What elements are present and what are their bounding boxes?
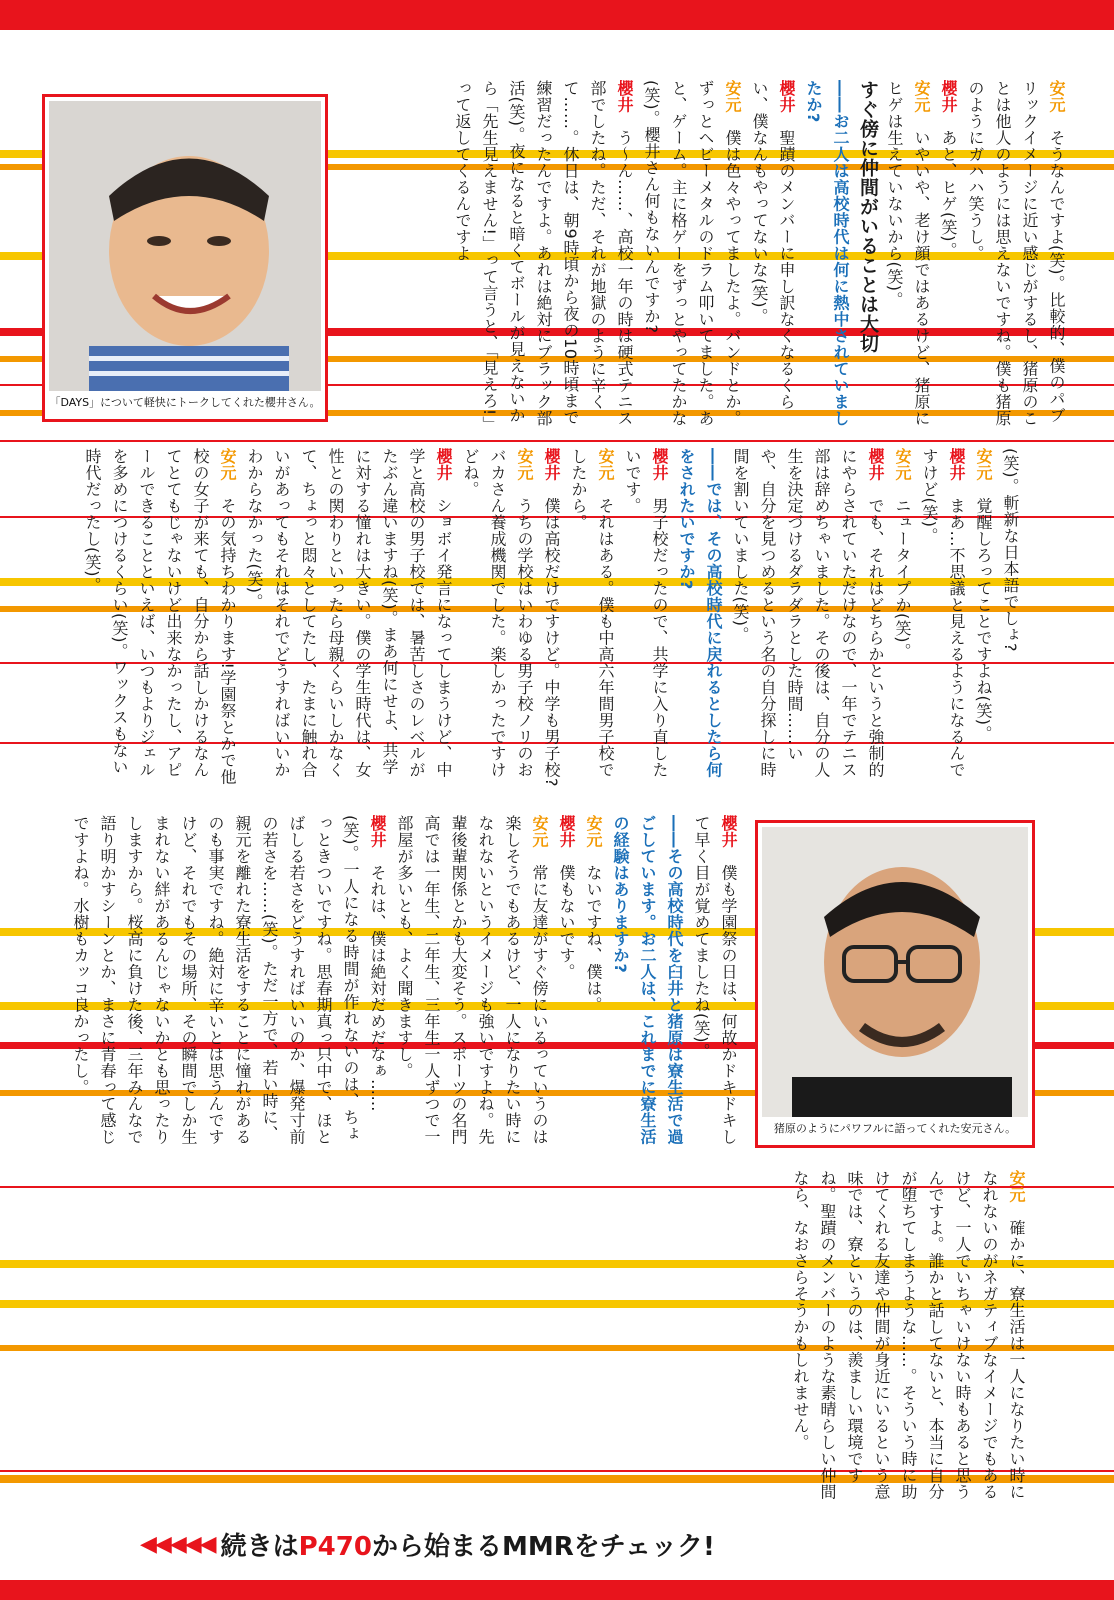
speaker-label: 櫻井 <box>615 80 634 113</box>
bottom-red-band <box>0 1580 1114 1600</box>
text-line <box>580 815 607 1145</box>
dialogue-text: うちの学校はいわゆる男子校ノリのおバカさん養成機関でした。楽しかったですけどね。 <box>461 448 534 778</box>
speaker-label: 櫻井 <box>939 80 958 113</box>
speaker-label: 安元 <box>893 448 912 481</box>
dialogue-text: う～ん……、高校一年の時は硬式テニス部でしたね。ただ、それが地獄のように辛くて……。休日は、朝9時頃から夜の10時頃まで練習だったんですよ。あれは絶対にブラック部活(笑)。夜になると暗くてボールが見えないから「先生見えません!」って言うと、「見えろ!」って返してくるんですよ <box>453 80 634 427</box>
text-line <box>449 80 638 430</box>
text-line <box>916 448 970 788</box>
interview-section-1 <box>340 80 1070 430</box>
text-line <box>962 80 1070 430</box>
dialogue-text: (笑)。斬新な日本語でしょ? <box>1001 448 1020 652</box>
text-line <box>970 448 997 788</box>
portrait-image <box>49 101 321 389</box>
portrait-image <box>762 827 1028 1115</box>
text-line <box>538 448 565 788</box>
speaker-label: 櫻井 <box>777 80 796 113</box>
section-heading: すぐ傍に仲間がいることは大切 <box>857 80 879 353</box>
text-line <box>787 1170 1030 1500</box>
interview-section-2 <box>83 448 1024 788</box>
banner-page: P470 <box>298 1531 372 1562</box>
speaker-label: 安元 <box>912 80 931 113</box>
text-line <box>565 448 619 788</box>
speaker-label: 櫻井 <box>434 448 453 481</box>
dialogue-text: その気持ちわかります!学園祭とかで他校の女子が来ても、自分から話しかけるなんてとてもじゃないけど出来なかったし、アピールできることといえば、いつもよりジェルを多めにつけるくらい(笑)。ワックスもない時代だったし(笑)。 <box>83 448 237 785</box>
dialogue-text: ショボイ発言になってしまうけど、中学と高校の男子校では、暑苦しさのレベルがたぶん違いますね(笑)。まあ何にせよ、共学に対する憧れは大きい。僕の学生時代は、女性との関わりといったら母親くらいしかなくて、ちょっと悶々としてたし、たまに触れ合いがあってもそれはそれでどうすればいいかわからなかった(笑)。 <box>245 448 453 778</box>
text-line <box>746 80 800 430</box>
dialogue-text: それは、僕は絶対だめだなぁ……(笑)。一人になる時間が作れないのは、ちょっときついですね。思春期真っ只中で、ほとばしる若さをどうすればいいのか、爆発寸前の若さを……(笑)。ただ一方で、若い時に、親元を離れた寮生活をすることに憧れがあるのも事実ですね。絶対に辛いとは思うんですけど、それでもその場所、その瞬間でしか生まれない絆があるんじゃないかとも思ったりしますから。桜高に負けた後、三年みんなで語り明かすシーンとか、まさに青春って感じですよね。水樹もカッコ良かったし。 <box>71 815 387 1145</box>
speaker-label: 櫻井 <box>719 815 738 848</box>
text-line <box>67 815 391 1145</box>
portrait-sakurai-illustration <box>49 101 321 391</box>
text-line <box>935 80 962 430</box>
dialogue-text: 僕は色々やってましたよ。バンドとか。ずっとヘビーメタルのドラム叩いてました。あと、ゲーム。主に格ゲーをずっとやってたかな(笑)。櫻井さん何もないんですか? <box>642 80 742 427</box>
speaker-label: 安元 <box>584 815 603 848</box>
text-line <box>619 448 673 788</box>
dialogue-text: いやいや、老け顔ではあるけど、猪原にヒゲは生えていないから(笑)。 <box>885 80 931 427</box>
photo-yasumoto <box>755 820 1035 1148</box>
text-line <box>889 448 916 788</box>
dialogue-text: 常に友達がすぐ傍にいるっていうのは楽しそうでもあるけど、一人になりたい時になれないというイメージも強いですよね。先輩後輩関係とかも大変そう。スポーツの名門高では一年生、二年生、三年生一人ずつで一部屋が多いとも、よく聞きますし。 <box>395 815 549 1145</box>
speaker-label: 安元 <box>515 448 534 481</box>
arrow-left-icons: ◀◀◀◀◀ <box>140 1531 215 1557</box>
speaker-label: 安元 <box>723 80 742 113</box>
interview-section-4 <box>770 1170 1030 1500</box>
speaker-label: 安元 <box>1047 80 1066 113</box>
text-line <box>241 448 457 788</box>
dialogue-text: 僕は高校だけですけど。中学も男子校? <box>542 497 561 787</box>
interview-section-3 <box>70 815 742 1145</box>
top-red-band <box>0 0 1114 30</box>
speaker-label: 安元 <box>1007 1170 1026 1203</box>
dialogue-text: まあ…不思議と見えるようになるんですけど(笑)。 <box>920 448 966 778</box>
portrait-yasumoto-illustration <box>762 827 1028 1117</box>
text-line <box>553 815 580 1145</box>
stripe <box>0 440 1114 442</box>
text-line <box>638 80 746 430</box>
continue-banner <box>140 1522 900 1566</box>
text-line <box>457 448 538 788</box>
text-line <box>881 80 935 430</box>
dialogue-text: ないですね、僕は。 <box>584 864 603 1013</box>
speaker-label: 安元 <box>530 815 549 848</box>
dialogue-text: 僕もないです。 <box>557 864 576 980</box>
speaker-label: 櫻井 <box>866 448 885 481</box>
interviewer-question: ――では、その高校時代に戻れるとしたら何をされたいですか? <box>677 448 723 778</box>
speaker-label: 櫻井 <box>368 815 387 848</box>
interviewer-question: ――その高校時代を臼井と猪原は寮生活で過ごしています。お二人は、これまでに寮生活の経験はありますか? <box>611 815 684 1145</box>
photo-caption: 「DAYS」について軽快にトークしてくれた櫻井さん。 <box>49 391 321 415</box>
dialogue-text: 男子校だったので、共学に入り直したいです。 <box>623 448 669 778</box>
interviewer-question: ――お二人は高校時代は何に熱中されていましたか? <box>804 80 850 427</box>
photo-sakurai <box>42 94 328 422</box>
dialogue-text: あと、ヒゲ(笑)。 <box>939 129 958 259</box>
dialogue-text: 確かに、寮生活は一人になりたい時になれないのがネガティブなイメージでもあるけど、一人でいちゃいけない時もあると思うんですよ。誰かと話してないと、本当に自分が堕ちてしまうような……。そういう時に助けてくれる友達や仲間が身近にいるという意味では、寮というのは、羨ましい環境ですね。聖蹟のメンバーのような素晴らしい仲間なら、なおさらそうかもしれません。 <box>791 1170 1026 1500</box>
speaker-label: 安元 <box>974 448 993 481</box>
dialogue-text: ニュータイプか(笑)。 <box>893 497 912 660</box>
banner-text <box>221 1526 715 1563</box>
speaker-label: 櫻井 <box>650 448 669 481</box>
dialogue-text: それはある。僕も中高六年間男子校でしたから。 <box>569 448 615 778</box>
dialogue-text: そうなんですよ(笑)。比較的、僕のパブリックイメージに近い感じがするし、猪原のことは他人のようには思えないですね。僕も猪原のようにガハハ笑うし。 <box>966 80 1066 427</box>
speaker-label: 安元 <box>218 448 237 481</box>
dialogue-text: 僕も学園祭の日は、何故かドキドキして早く目が覚めてましたね(笑)。 <box>692 815 738 1145</box>
banner-post: MMRをチェック! <box>501 1531 715 1562</box>
dialogue-text: 聖蹟のメンバーに申し訳なくなるくらい、僕なんもやってないな(笑)。 <box>750 80 796 410</box>
speaker-label: 安元 <box>596 448 615 481</box>
text-line <box>391 815 553 1145</box>
speaker-label: 櫻井 <box>542 448 561 481</box>
dialogue-text: 覚醒しろってことですよね(笑)。 <box>974 497 993 742</box>
text-line <box>997 448 1024 788</box>
text-line <box>688 815 742 1145</box>
banner-pre: 続きは <box>220 1531 299 1562</box>
photo-caption: 猪原のようにパワフルに語ってくれた安元さん。 <box>762 1117 1028 1141</box>
text-line <box>79 448 241 788</box>
speaker-label: 櫻井 <box>557 815 576 848</box>
dialogue-text: でも、それはどちらかというと強制的にやらされていただけなので、一年でテニス部は辞めちゃいました。その後は、自分の人生を決定づけるダラダラとした時間……いや、自分を見つめるという名の自分探しに時間を割いていました(笑)。 <box>731 448 885 778</box>
speaker-label: 櫻井 <box>947 448 966 481</box>
banner-mid: から始まる <box>371 1531 502 1562</box>
text-line <box>727 448 889 788</box>
